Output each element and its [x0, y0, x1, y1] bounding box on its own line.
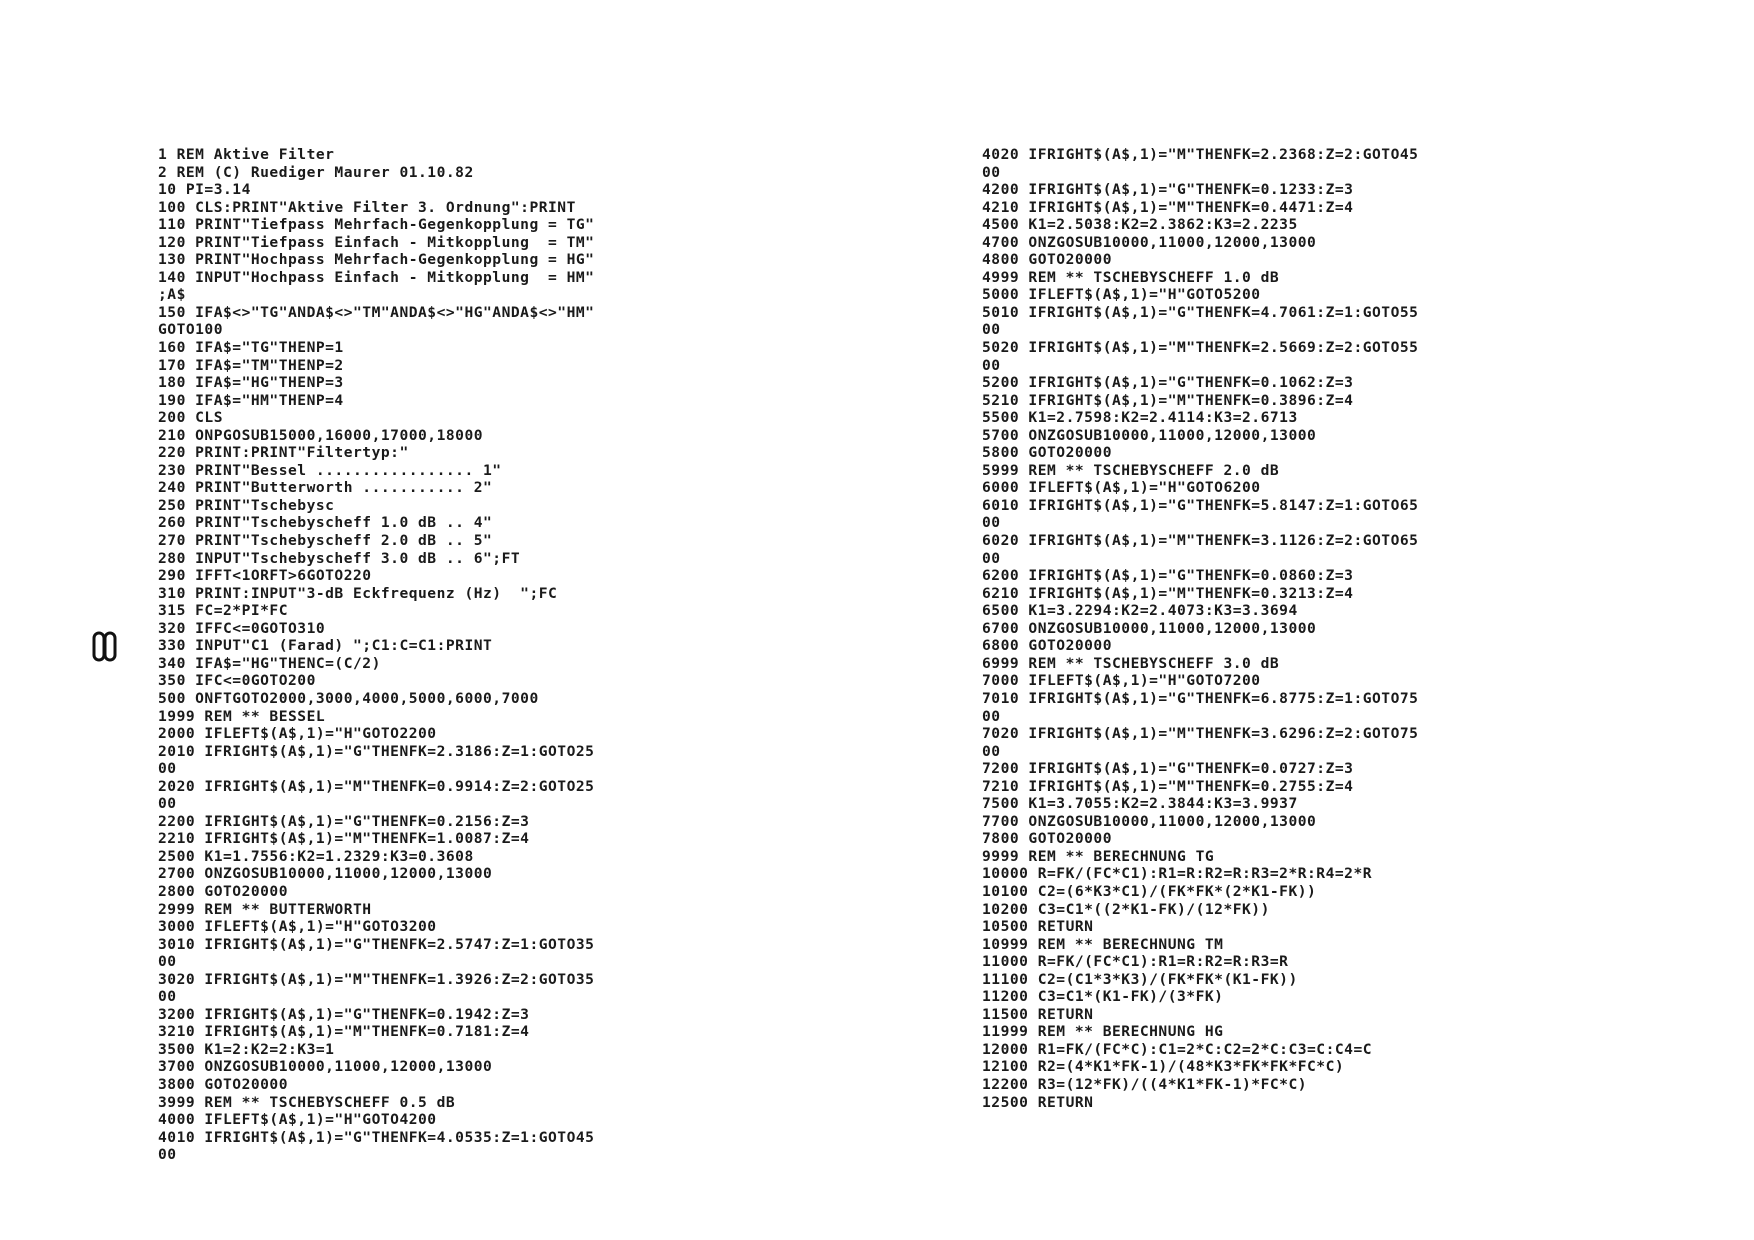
code-line: 4700 ONZGOSUB10000,11000,12000,13000 — [982, 233, 1317, 251]
code-line: 11200 C3=C1*(K1-FK)/(3*FK) — [982, 988, 1224, 1006]
code-line: 4500 K1=2.5038:K2=2.3862:K3=2.2235 — [982, 216, 1298, 234]
code-line: 160 IFA$="TG"THENP=1 — [158, 339, 344, 357]
code-line: 1 REM Aktive Filter — [158, 146, 335, 163]
code-line: 260 PRINT"Tschebyscheff 1.0 dB .. 4" — [158, 514, 493, 532]
code-line: 315 FC=2*PI*FC — [158, 602, 289, 620]
code-line: 7200 IFRIGHT$(A$,1)="G"THENFK=0.0727:Z=3 — [982, 760, 1354, 778]
code-line: 3800 GOTO20000 — [158, 1075, 289, 1093]
code-line: 6210 IFRIGHT$(A$,1)="M"THENFK=0.3213:Z=4 — [982, 584, 1354, 602]
code-line: 2020 IFRIGHT$(A$,1)="M"THENFK=0.9914:Z=2:GOTO25 — [158, 777, 595, 795]
code-line: 6800 GOTO20000 — [982, 637, 1113, 655]
code-line: 200 CLS — [158, 409, 224, 427]
code-line: 3700 ONZGOSUB10000,11000,12000,13000 — [158, 1058, 493, 1076]
code-line: 2800 GOTO20000 — [158, 882, 289, 900]
code-line: 210 ONPGOSUB15000,16000,17000,18000 — [158, 426, 484, 444]
code-line: 2500 K1=1.7556:K2=1.2329:K3=0.3608 — [158, 847, 474, 865]
code-line: 320 IFFC<=0GOTO310 — [158, 619, 326, 637]
code-line: 3200 IFRIGHT$(A$,1)="G"THENFK=0.1942:Z=3 — [158, 1005, 530, 1023]
code-line: 7020 IFRIGHT$(A$,1)="M"THENFK=3.6296:Z=2:GOTO75 — [982, 725, 1419, 743]
code-line: 5010 IFRIGHT$(A$,1)="G"THENFK=4.7061:Z=1:GOTO55 — [982, 303, 1419, 321]
code-line: 1999 REM ** BESSEL — [158, 707, 326, 725]
code-line: 00 — [158, 953, 177, 971]
code-line: 7010 IFRIGHT$(A$,1)="G"THENFK=6.8775:Z=1:GOTO75 — [982, 689, 1419, 707]
code-line: 2210 IFRIGHT$(A$,1)="M"THENFK=1.0087:Z=4 — [158, 830, 530, 848]
code-line: 170 IFA$="TM"THENP=2 — [158, 356, 344, 374]
code-line: 00 — [982, 549, 1001, 567]
code-line: 00 — [158, 988, 177, 1006]
code-line: 140 INPUT"Hochpass Einfach - Mitkopplung = HM" — [158, 268, 595, 286]
code-line: 5020 IFRIGHT$(A$,1)="M"THENFK=2.5669:Z=2:GOTO55 — [982, 339, 1419, 357]
code-line: 4800 GOTO20000 — [982, 251, 1113, 269]
code-line: 180 IFA$="HG"THENP=3 — [158, 374, 344, 392]
code-line: 11999 REM ** BERECHNUNG HG — [982, 1023, 1224, 1041]
code-line: 3010 IFRIGHT$(A$,1)="G"THENFK=2.5747:Z=1:GOTO35 — [158, 935, 595, 953]
code-line: 6700 ONZGOSUB10000,11000,12000,13000 — [982, 619, 1317, 637]
code-line: 7500 K1=3.7055:K2=2.3844:K3=3.9937 — [982, 795, 1298, 813]
code-line: 330 INPUT"C1 (Farad) ";C1:C=C1:PRINT — [158, 637, 493, 655]
code-line: 00 — [982, 707, 1001, 725]
code-line: 11100 C2=(C1*3*K3)/(FK*FK*(K1-FK)) — [982, 970, 1298, 988]
code-line: 3020 IFRIGHT$(A$,1)="M"THENFK=1.3926:Z=2:GOTO35 — [158, 970, 595, 988]
code-line: 2000 IFLEFT$(A$,1)="H"GOTO2200 — [158, 725, 437, 743]
binder-ring-icon — [92, 630, 118, 664]
code-line: 3000 IFLEFT$(A$,1)="H"GOTO3200 — [158, 918, 437, 936]
code-line: 10999 REM ** BERECHNUNG TM — [982, 935, 1224, 953]
code-line: 7700 ONZGOSUB10000,11000,12000,13000 — [982, 812, 1317, 830]
code-line: 12500 RETURN — [982, 1093, 1094, 1111]
code-line: 00 — [982, 514, 1001, 532]
code-line: 340 IFA$="HG"THENC=(C/2) — [158, 654, 381, 672]
code-line: 110 PRINT"Tiefpass Mehrfach-Gegenkopplung = TG" — [158, 216, 595, 234]
code-line: 240 PRINT"Butterworth ........... 2" — [158, 479, 493, 497]
code-line: 00 — [158, 1146, 177, 1164]
code-line: GOTO100 — [158, 321, 224, 339]
code-line: 3500 K1=2:K2=2:K3=1 — [158, 1040, 335, 1058]
code-line: 11000 R=FK/(FC*C1):R1=R:R2=R:R3=R — [982, 953, 1289, 971]
code-line: 4010 IFRIGHT$(A$,1)="G"THENFK=4.0535:Z=1:GOTO45 — [158, 1128, 595, 1146]
code-line: 6500 K1=3.2294:K2=2.4073:K3=3.3694 — [982, 602, 1298, 620]
code-line: 00 — [982, 163, 1001, 181]
code-line: 00 — [158, 760, 177, 778]
code-line: 6010 IFRIGHT$(A$,1)="G"THENFK=5.8147:Z=1:GOTO65 — [982, 496, 1419, 514]
code-line: 3210 IFRIGHT$(A$,1)="M"THENFK=0.7181:Z=4 — [158, 1023, 530, 1041]
code-line: ;A$ — [158, 286, 186, 304]
code-line: 4999 REM ** TSCHEBYSCHEFF 1.0 dB — [982, 268, 1280, 286]
code-line: 250 PRINT"Tschebysc — [158, 496, 335, 514]
code-line: 10500 RETURN — [982, 918, 1094, 936]
code-line: 12100 R2=(4*K1*FK-1)/(48*K3*FK*FK*FC*C) — [982, 1058, 1345, 1076]
code-line: 130 PRINT"Hochpass Mehrfach-Gegenkopplung = HG" — [158, 251, 595, 269]
code-line: 7210 IFRIGHT$(A$,1)="M"THENFK=0.2755:Z=4 — [982, 777, 1354, 795]
code-line: 4200 IFRIGHT$(A$,1)="G"THENFK=0.1233:Z=3 — [982, 181, 1354, 199]
code-line: 00 — [982, 321, 1001, 339]
code-line: 190 IFA$="HM"THENP=4 — [158, 391, 344, 409]
code-line: 500 ONFTGOTO2000,3000,4000,5000,6000,7000 — [158, 689, 539, 707]
code-line: 9999 REM ** BERECHNUNG TG — [982, 847, 1215, 865]
code-line: 290 IFFT<1ORFT>6GOTO220 — [158, 567, 372, 585]
code-line: 7800 GOTO20000 — [982, 830, 1113, 848]
code-line: 5500 K1=2.7598:K2=2.4114:K3=2.6713 — [982, 409, 1298, 427]
code-line: 2 REM (C) Ruediger Maurer 01.10.82 — [158, 163, 474, 181]
code-line: 5800 GOTO20000 — [982, 444, 1113, 462]
code-line: 310 PRINT:INPUT"3-dB Eckfrequenz (Hz) ";FC — [158, 584, 558, 602]
code-line: 5000 IFLEFT$(A$,1)="H"GOTO5200 — [982, 286, 1261, 304]
code-line: 12000 R1=FK/(FC*C):C1=2*C:C2=2*C:C3=C:C4=C — [982, 1040, 1373, 1058]
code-line: 00 — [982, 356, 1001, 374]
code-line: 2999 REM ** BUTTERWORTH — [158, 900, 372, 918]
code-line: 5210 IFRIGHT$(A$,1)="M"THENFK=0.3896:Z=4 — [982, 391, 1354, 409]
code-line: 10 PI=3.14 — [158, 181, 251, 199]
code-line: 270 PRINT"Tschebyscheff 2.0 dB .. 5" — [158, 532, 493, 550]
code-line: 280 INPUT"Tschebyscheff 3.0 dB .. 6";FT — [158, 549, 521, 567]
code-line: 5200 IFRIGHT$(A$,1)="G"THENFK=0.1062:Z=3 — [982, 374, 1354, 392]
code-line: 4000 IFLEFT$(A$,1)="H"GOTO4200 — [158, 1111, 437, 1129]
code-line: 6020 IFRIGHT$(A$,1)="M"THENFK=3.1126:Z=2:GOTO65 — [982, 532, 1419, 550]
code-line: 12200 R3=(12*FK)/((4*K1*FK-1)*FC*C) — [982, 1075, 1308, 1093]
code-line: 120 PRINT"Tiefpass Einfach - Mitkopplung = TM" — [158, 233, 595, 251]
listing-right-column — [982, 146, 1622, 1111]
code-line: 00 — [158, 795, 177, 813]
code-line: 7000 IFLEFT$(A$,1)="H"GOTO7200 — [982, 672, 1261, 690]
code-line: 00 — [982, 742, 1001, 760]
code-line: 100 CLS:PRINT"Aktive Filter 3. Ordnung":PRINT — [158, 198, 576, 216]
code-line: 2700 ONZGOSUB10000,11000,12000,13000 — [158, 865, 493, 883]
code-line: 2010 IFRIGHT$(A$,1)="G"THENFK=2.3186:Z=1:GOTO25 — [158, 742, 595, 760]
code-line: 10100 C2=(6*K3*C1)/(FK*FK*(2*K1-FK)) — [982, 882, 1317, 900]
code-line: 4020 IFRIGHT$(A$,1)="M"THENFK=2.2368:Z=2:GOTO45 — [982, 146, 1419, 163]
code-line: 2200 IFRIGHT$(A$,1)="G"THENFK=0.2156:Z=3 — [158, 812, 530, 830]
code-line: 3999 REM ** TSCHEBYSCHEFF 0.5 dB — [158, 1093, 456, 1111]
code-line: 230 PRINT"Bessel ................. 1" — [158, 461, 502, 479]
code-line: 220 PRINT:PRINT"Filtertyp:" — [158, 444, 409, 462]
code-line: 11500 RETURN — [982, 1005, 1094, 1023]
listing-left-column — [158, 146, 798, 1164]
code-line: 6200 IFRIGHT$(A$,1)="G"THENFK=0.0860:Z=3 — [982, 567, 1354, 585]
code-line: 6999 REM ** TSCHEBYSCHEFF 3.0 dB — [982, 654, 1280, 672]
code-line: 10200 C3=C1*((2*K1-FK)/(12*FK)) — [982, 900, 1270, 918]
code-line: 5999 REM ** TSCHEBYSCHEFF 2.0 dB — [982, 461, 1280, 479]
code-line: 350 IFC<=0GOTO200 — [158, 672, 316, 690]
code-line: 4210 IFRIGHT$(A$,1)="M"THENFK=0.4471:Z=4 — [982, 198, 1354, 216]
code-line: 10000 R=FK/(FC*C1):R1=R:R2=R:R3=2*R:R4=2*R — [982, 865, 1373, 883]
code-line: 5700 ONZGOSUB10000,11000,12000,13000 — [982, 426, 1317, 444]
code-line: 6000 IFLEFT$(A$,1)="H"GOTO6200 — [982, 479, 1261, 497]
code-line: 150 IFA$<>"TG"ANDA$<>"TM"ANDA$<>"HG"ANDA$<>"HM" — [158, 303, 595, 321]
